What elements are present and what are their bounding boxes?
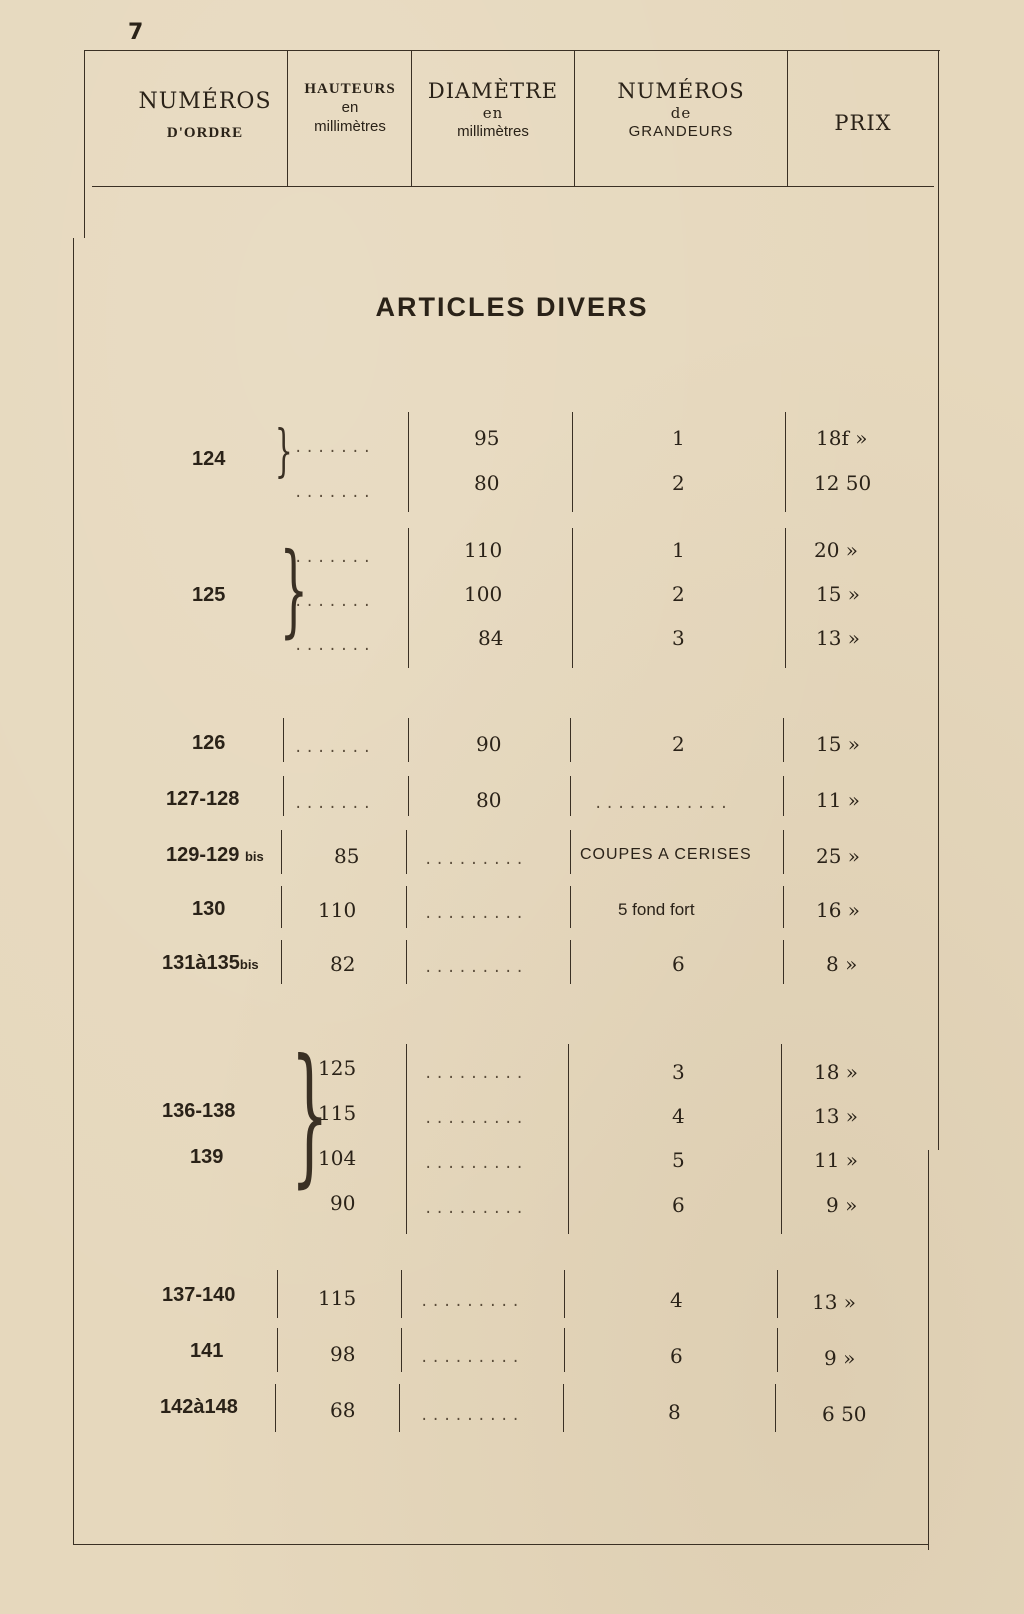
- dots-137: .........: [420, 1294, 523, 1310]
- header-order-line1: NUMÉROS: [138, 89, 272, 114]
- divider-141-3: [777, 1328, 778, 1372]
- diam-125-a: 110: [464, 538, 503, 562]
- header-price-line1: PRIX: [834, 111, 892, 135]
- size-136-c: 5: [672, 1148, 685, 1172]
- price-142-148: 6 50: [822, 1402, 867, 1426]
- header-order-number: [120, 88, 290, 142]
- order-130: 130: [192, 898, 226, 920]
- header-height-line1: HAUTEURS: [304, 81, 396, 97]
- table-bottom-border: [73, 1544, 929, 1545]
- order-131-bis: bis: [239, 957, 259, 972]
- dots-142: .........: [420, 1408, 523, 1424]
- header-diameter-line1: DIAMÈTRE: [427, 79, 559, 103]
- header-size-line1: NUMÉROS: [617, 79, 745, 103]
- divider-130-1: [406, 886, 407, 928]
- diam-127-128: 80: [476, 788, 502, 812]
- divider-130-2: [570, 886, 571, 928]
- height-130: 110: [318, 898, 357, 922]
- table-right-border: [938, 50, 939, 1150]
- header-diameter-line3: millimètres: [457, 123, 529, 140]
- dots-125-c: .......: [294, 638, 375, 654]
- diam-125-c: 84: [478, 626, 504, 650]
- header-size-line2: de: [670, 104, 692, 123]
- price-125-b: 15 »: [816, 582, 861, 606]
- divider-131-1: [406, 940, 407, 984]
- dots-125-b: .......: [294, 594, 375, 610]
- divider-126-0: [283, 718, 284, 762]
- dots-124-a: .......: [294, 440, 375, 456]
- order-139: 139: [190, 1146, 224, 1168]
- height-136-b: 115: [318, 1101, 357, 1125]
- size-125-c: 3: [672, 626, 685, 650]
- dots-126: .......: [294, 740, 375, 756]
- order-137-140: 137-140: [162, 1284, 236, 1306]
- header-divider-4: [787, 50, 788, 187]
- divider-129-1: [406, 830, 407, 874]
- diam-124-a: 95: [474, 426, 500, 450]
- height-136-a: 125: [318, 1056, 357, 1080]
- dots-125-a: .......: [294, 550, 375, 566]
- header-bottom-rule: [92, 186, 934, 187]
- divider-136-3: [781, 1044, 782, 1234]
- divider-137-1: [401, 1270, 402, 1318]
- divider-127-2: [570, 776, 571, 816]
- table-left-border-lower: [73, 238, 74, 1544]
- dots-136-a: .........: [424, 1066, 527, 1082]
- order-142-148: 142à148: [160, 1396, 238, 1418]
- divider-127-1: [408, 776, 409, 816]
- header-divider-2: [411, 50, 412, 187]
- order-129-text: 129-129: [166, 844, 240, 866]
- dots-136-c: .........: [424, 1156, 527, 1172]
- price-125-a: 20 »: [814, 538, 859, 562]
- divider-125-2: [572, 528, 573, 668]
- divider-126-1: [408, 718, 409, 762]
- price-126: 15 »: [816, 732, 861, 756]
- order-129: [166, 844, 264, 867]
- dots-136-d: .........: [424, 1201, 527, 1217]
- divider-124-1: [408, 412, 409, 512]
- dots-124-b: .......: [294, 485, 375, 501]
- price-129: 25 »: [816, 844, 861, 868]
- divider-141-1: [401, 1328, 402, 1372]
- order-129-bis: bis: [244, 849, 264, 864]
- header-height-line3: millimètres: [314, 117, 386, 135]
- price-137-140: 13 »: [812, 1290, 857, 1314]
- diam-124-b: 80: [474, 471, 500, 495]
- dots-130: .........: [424, 906, 527, 922]
- price-131: 8 »: [826, 952, 858, 976]
- size-124-a: 1: [672, 426, 685, 450]
- divider-131-2: [570, 940, 571, 984]
- price-127-128: 11 »: [816, 788, 861, 812]
- divider-137-0: [277, 1270, 278, 1318]
- size-125-b: 2: [672, 582, 685, 606]
- divider-131-3: [783, 940, 784, 984]
- height-129: 85: [334, 844, 360, 868]
- section-title: ARTICLES DIVERS: [375, 292, 649, 322]
- size-124-b: 2: [672, 471, 685, 495]
- height-142-148: 68: [330, 1398, 356, 1422]
- height-131: 82: [330, 952, 356, 976]
- divider-129-3: [783, 830, 784, 874]
- order-141: 141: [190, 1340, 224, 1362]
- price-130: 16 »: [816, 898, 861, 922]
- divider-141-2: [564, 1328, 565, 1372]
- dots-131: .........: [424, 960, 527, 976]
- divider-137-2: [564, 1270, 565, 1318]
- divider-136-2: [568, 1044, 569, 1234]
- brace-136: }: [290, 1028, 329, 1202]
- price-136-a: 18 »: [814, 1060, 859, 1084]
- divider-141-0: [277, 1328, 278, 1372]
- page-number: 7: [128, 20, 144, 45]
- size-130: 5 fond fort: [618, 900, 695, 919]
- divider-127-3: [783, 776, 784, 816]
- table-top-border: [84, 50, 940, 51]
- height-137-140: 115: [318, 1286, 357, 1310]
- price-136-c: 11 »: [814, 1148, 859, 1172]
- divider-142-1: [399, 1384, 400, 1432]
- price-124-b: 12 50: [814, 471, 872, 495]
- size-136-b: 4: [672, 1104, 685, 1128]
- dots-127: .......: [294, 796, 375, 812]
- price-136-d: 9 »: [826, 1193, 858, 1217]
- divider-125-3: [785, 528, 786, 668]
- header-height-line2: en: [341, 98, 359, 116]
- divider-142-0: [275, 1384, 276, 1432]
- size-136-a: 3: [672, 1060, 685, 1084]
- price-125-c: 13 »: [816, 626, 861, 650]
- price-141: 9 »: [824, 1346, 856, 1370]
- divider-124-2: [572, 412, 573, 512]
- header-size-line3: GRANDEURS: [628, 123, 734, 140]
- size-141: 6: [670, 1344, 683, 1368]
- divider-131-0: [281, 940, 282, 984]
- header-diameter: [413, 78, 573, 142]
- price-136-b: 13 »: [814, 1104, 859, 1128]
- divider-125-1: [408, 528, 409, 668]
- header-divider-3: [574, 50, 575, 187]
- height-136-c: 104: [318, 1146, 357, 1170]
- size-125-a: 1: [672, 538, 685, 562]
- header-height: [290, 80, 410, 136]
- height-141: 98: [330, 1342, 356, 1366]
- order-125: 125: [192, 584, 226, 606]
- divider-130-3: [783, 886, 784, 928]
- divider-129-2: [570, 830, 571, 874]
- header-order-line2: D'ORDRE: [166, 124, 244, 141]
- dots-127-size: ............: [594, 796, 732, 812]
- diam-125-b: 100: [464, 582, 503, 606]
- divider-142-2: [563, 1384, 564, 1432]
- order-124: 124: [192, 448, 226, 470]
- height-136-d: 90: [330, 1191, 356, 1215]
- dots-136-b: .........: [424, 1111, 527, 1127]
- divider-127-0: [283, 776, 284, 816]
- divider-130-0: [281, 886, 282, 928]
- divider-126-3: [783, 718, 784, 762]
- order-126: 126: [192, 732, 226, 754]
- header-size-number: [576, 78, 786, 142]
- divider-136-1: [406, 1044, 407, 1234]
- divider-124-3: [785, 412, 786, 512]
- table-right-border-lower: [928, 1150, 929, 1550]
- brace-124: }: [274, 419, 293, 484]
- divider-129-0: [281, 830, 282, 874]
- dots-129: .........: [424, 852, 527, 868]
- order-136-138: 136-138: [162, 1100, 236, 1122]
- header-diameter-line2: en: [482, 104, 504, 123]
- diam-126: 90: [476, 732, 502, 756]
- divider-137-3: [777, 1270, 778, 1318]
- size-142-148: 8: [668, 1400, 681, 1424]
- header-price: [790, 110, 936, 136]
- size-136-d: 6: [672, 1193, 685, 1217]
- order-131-text: 131à135: [162, 952, 240, 974]
- divider-142-3: [775, 1384, 776, 1432]
- order-127-128: 127-128: [166, 788, 240, 810]
- size-129: COUPES A CERISES: [580, 846, 752, 863]
- table-left-border: [84, 50, 85, 238]
- dots-141: .........: [420, 1350, 523, 1366]
- price-124-a: 18f »: [816, 426, 868, 450]
- divider-126-2: [570, 718, 571, 762]
- order-131: [162, 952, 259, 975]
- size-131: 6: [672, 952, 685, 976]
- brace-125: }: [279, 531, 309, 648]
- size-126: 2: [672, 732, 685, 756]
- size-137-140: 4: [670, 1288, 683, 1312]
